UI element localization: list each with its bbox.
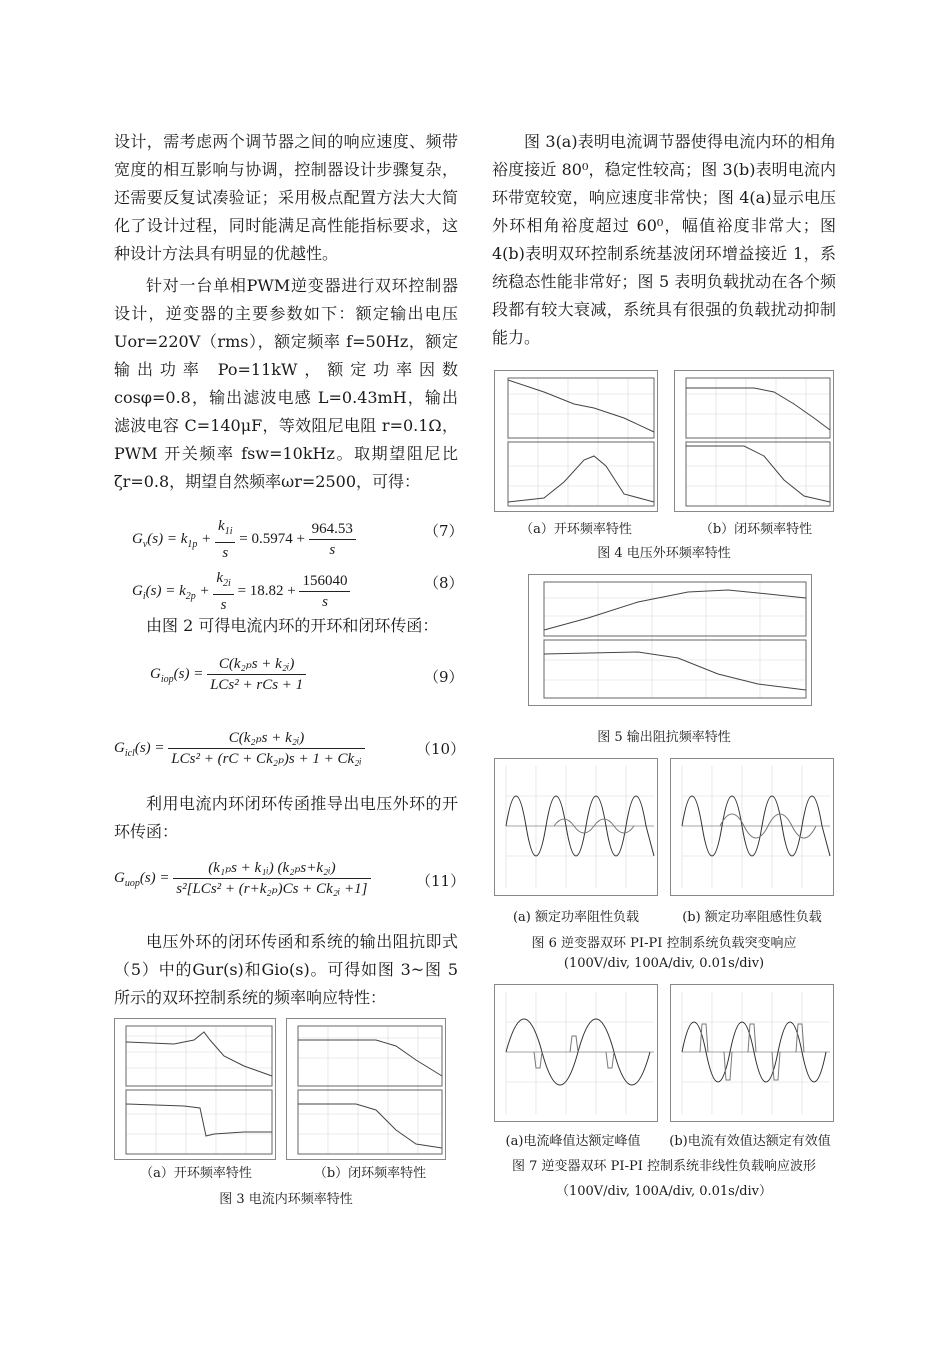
figure-7b-subcaption: (b)电流有效值达额定有效值 [669,1134,831,1149]
equation-7: $G_v(s) = k_{1p}$ + $\frac{k_{1i}}{s}$ = 0.5974 + $\frac{964.53}{s}$ [132,516,356,563]
left-column [114,128,458,496]
right-column [492,128,836,352]
figure-6b-plot [670,758,834,896]
figure-6a-subcaption: (a) 额定功率阻性负载 [512,910,640,925]
equation-9: $G_{iop}(s)$ = $\frac{\text{C(k₂ₚs + k₂ᵢ)}}{\text{LCs² + rCs + 1}}$ [150,654,306,695]
figure-7a-plot [494,984,658,1122]
equation-7-number: （7） [424,522,464,540]
figure-6b-subcaption: (b) 额定功率阻感性负载 [682,910,822,925]
figure-7-caption: 图 7 逆变器双环 PI-PI 控制系统非线性负载响应波形 [512,1159,816,1174]
equation-11-number: （11） [416,872,466,890]
paragraph-output-impedance: 电压外环的闭环传函和系统的输出阻抗即式（5）中的Gur(s)和Gio(s)。可得如图 3~图 5 所示的双环控制系统的频率响应特性： [114,932,458,1007]
figure-3a-plot [114,1018,276,1160]
paragraph-analysis: 图 3(a)表明电流调节器使得电流内环的相角裕度接近 80⁰，稳定性较高；图 3(b)表明电流内环带宽较宽，响应速度非常快；图 4(a)显示电压外环相角裕度超过 60⁰，幅值裕度非常大；图 4(b)表明双环控制系统基波闭环增益接近 1，系统稳态性能非常好；图 5 表明负载扰动在各个频段都有较大衰减，系统具有很强的负载扰动抑制能力。 [492,132,836,347]
paragraph-current-loop: 由图 2 可得电流内环的开环和闭环传函： [146,616,439,635]
figure-5-caption: 图 5 输出阻抗频率特性 [597,730,731,745]
figure-3b-plot [286,1018,446,1160]
figure-4b-subcaption: （b）闭环频率特性 [699,522,813,537]
equation-10-number: （10） [416,740,466,758]
equation-10: $G_{icl}(s)$ = $\frac{\text{C(k₂ₚs + k₂ᵢ)}}{\text{LCs² + (rC + Ck₂ₚ)s + 1 + Ck₂ᵢ}}$ [114,728,365,769]
figure-5-plot [528,574,812,706]
paragraph-inverter-params: 针对一台单相PWM逆变器进行双环控制器设计，逆变器的主要参数如下：额定输出电压 Uor=220V（rms），额定频率 f=50Hz，额定输出功率 Po=11kW，额定功率因数 cosφ=0.8，输出滤波电感 L=0.43mH，输出滤波电容 C=140μF，等效阻尼电阻 r=0.1Ω，PWM 开关频率 fsw=10kHz。取期望阻尼比ζr=0.8，期望自然频率ωr=2500，可得： [114,276,458,491]
paragraph-design-intro: 设计，需考虑两个调节器之间的响应速度、频带宽度的相互影响与协调，控制器设计步骤复杂，还需要反复试凑验证；采用极点配置方法大大简化了设计过程，同时能满足高性能指标要求，这种设计方法具有明显的优越性。 [114,132,458,263]
figure-3-caption: 图 3 电流内环频率特性 [219,1192,353,1207]
figure-6a-plot [494,758,658,896]
equation-8-number: （8） [424,574,464,592]
figure-4a-plot [494,370,658,512]
figure-7a-subcaption: (a)电流峰值达额定峰值 [505,1134,641,1149]
figure-6-scale: (100V/div, 100A/div, 0.01s/div) [563,956,765,971]
figure-3b-subcaption: （b）闭环频率特性 [313,1166,427,1181]
figure-4-caption: 图 4 电压外环频率特性 [597,546,731,561]
figure-3a-subcaption: （a）开环频率特性 [140,1166,252,1181]
figure-4b-plot [674,370,834,512]
equation-9-number: （9） [424,668,464,686]
equation-11: $G_{uop}(s)$ = $\frac{\text{(k₁ₚs + k₁ᵢ) (k₂ₚs+k₂ᵢ)}}{\text{s²[LCs² + (r+k₂ₚ)Cs + Ck₂ᵢ +1]}}$ [114,858,371,899]
figure-4a-subcaption: （a）开环频率特性 [520,522,632,537]
equation-8: $G_i(s) = k_{2p}$ + $\frac{k_{2i}}{s}$ = 18.82 + $\frac{156040}{s}$ [132,568,350,615]
figure-7b-plot [670,984,834,1122]
figure-7-scale: （100V/div, 100A/div, 0.01s/div） [555,1184,773,1199]
figure-6-caption: 图 6 逆变器双环 PI-PI 控制系统负载突变响应 [531,936,797,951]
paragraph-voltage-loop: 利用电流内环闭环传函推导出电压外环的开环传函： [114,794,458,841]
